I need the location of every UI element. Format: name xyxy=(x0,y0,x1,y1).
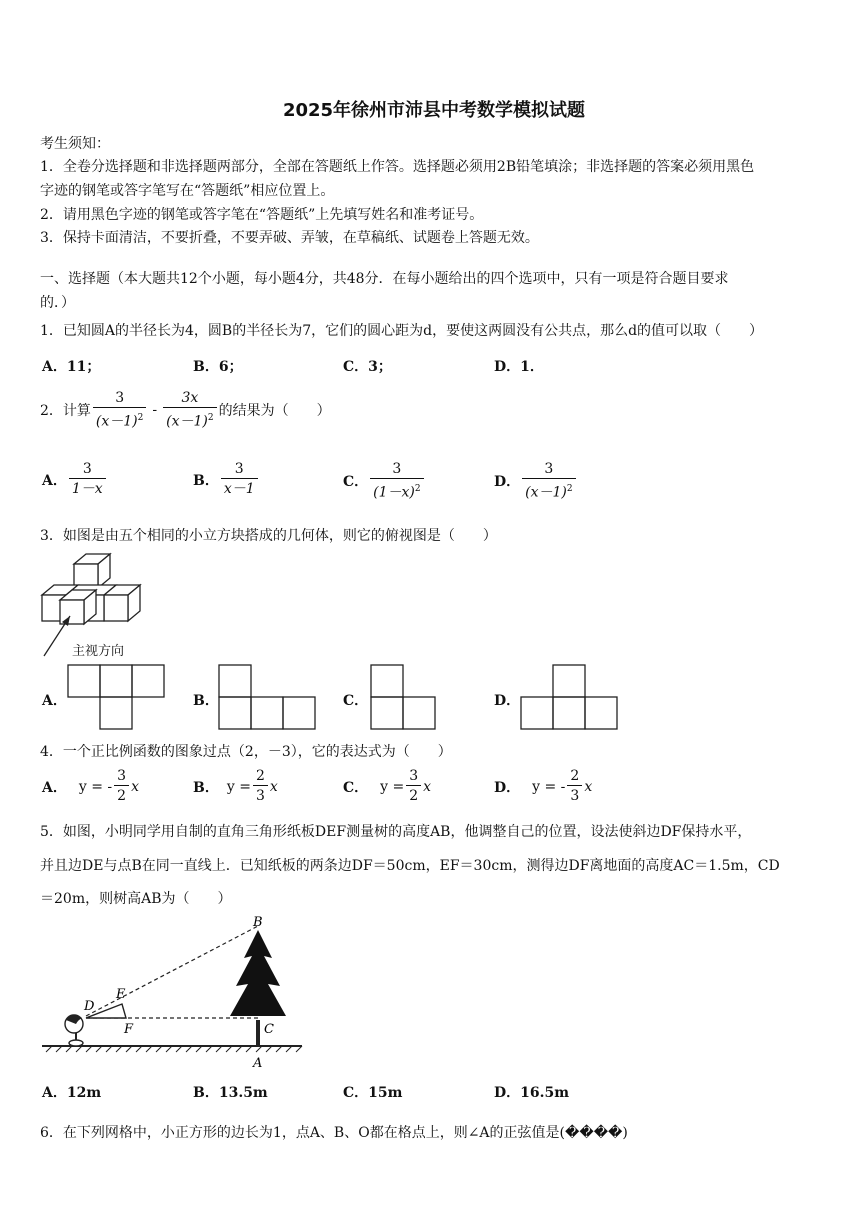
q3-option-a-label: A． xyxy=(42,693,67,709)
q3-option-c-view xyxy=(370,664,438,732)
q5-option-b: B．13.5m xyxy=(193,1085,268,1101)
q2-option-c: C． $\frac{3}{(1-x)^2}$ xyxy=(343,460,426,503)
q5-label-c: C xyxy=(264,1022,274,1037)
q3-view-direction-label: 主视方向 xyxy=(72,644,125,659)
notice-item: 3．保持卡面清洁，不要折叠，不要弄破、弄皱，在草稿纸、试题卷上答题无效。 xyxy=(40,230,539,246)
q3-option-c-label: C． xyxy=(343,693,369,709)
q5-label-f: F xyxy=(124,1022,134,1037)
q3-option-b-view xyxy=(218,664,318,732)
q1-option-d: D．1． xyxy=(494,359,544,375)
notice-item: 2．请用黑色字迹的钢笔或答字笔在“答题纸”上先填写姓名和准考证号。 xyxy=(40,207,484,223)
q2-minus: - xyxy=(152,402,158,419)
q2-option-d: D． $\frac{3}{(x-1)^2}$ xyxy=(494,460,578,503)
q2-term2: $\frac{3x}{(x-1)^2}$ xyxy=(163,389,216,432)
q2-suffix: 的结果为（ ） xyxy=(218,403,331,420)
q4-option-a: A． y = - $\frac{3}{2}$ x xyxy=(42,768,139,804)
question-4-stem: 4．一个正比例函数的图象过点（2，－3），它的表达式为（ ） xyxy=(40,744,452,760)
q5-label-a: A xyxy=(253,1056,263,1071)
q2-prefix: 2．计算 xyxy=(40,403,91,420)
q4-option-c: C． y = $\frac{3}{2}$ x xyxy=(343,768,432,804)
question-5-stem-cont: ＝20m，则树高AB为（ ） xyxy=(40,891,232,907)
q2-option-a: A． $\frac{3}{1-x}$ xyxy=(42,460,108,499)
q3-option-b-label: B． xyxy=(193,693,219,709)
q5-option-c: C．15m xyxy=(343,1085,403,1101)
question-5-stem-cont: 并且边DE与点B在同一直线上．已知纸板的两条边DF＝50cm，EF＝30cm，测得边DF离地面的高度AC＝1.5m，CD xyxy=(40,858,780,874)
q4-option-b: B． y = $\frac{2}{3}$ x xyxy=(193,768,278,804)
q5-option-a: A．12m xyxy=(42,1085,102,1101)
q3-option-a-view xyxy=(67,664,167,732)
notice-heading: 考生须知： xyxy=(40,136,110,152)
q5-option-d: D．16.5m xyxy=(494,1085,570,1101)
q3-option-d-view xyxy=(520,664,620,732)
q5-label-e: E xyxy=(116,987,126,1002)
question-6-stem: 6．在下列网格中，小正方形的边长为1，点A、B、O都在格点上，则∠A的正弦值是(����) xyxy=(40,1125,628,1141)
q5-label-b: B xyxy=(253,915,263,930)
section-heading-cont: 的．） xyxy=(40,295,75,311)
q1-option-c: C．3； xyxy=(343,359,392,375)
q3-option-d-label: D． xyxy=(494,693,521,709)
q5-tree-figure xyxy=(40,912,310,1072)
q1-option-a: A．11； xyxy=(42,359,101,375)
q1-option-b: B．6； xyxy=(193,359,243,375)
q5-label-d: D xyxy=(84,999,95,1014)
notice-item: 字迹的钢笔或答字笔写在“答题纸”相应位置上。 xyxy=(40,183,335,199)
question-2-stem xyxy=(40,389,331,432)
section-heading: 一、选择题（本大题共12个小题，每小题4分，共48分．在每小题给出的四个选项中，只有一项是符合题目要求 xyxy=(40,271,729,287)
page-title: 2025年徐州市沛县中考数学模拟试题 xyxy=(282,100,586,121)
question-5-stem: 5．如图，小明同学用自制的直角三角形纸板DEF测量树的高度AB，他调整自己的位置，设法使斜边DF保持水平， xyxy=(40,824,752,840)
question-1-stem: 1．已知圆A的半径长为4，圆B的半径长为7，它们的圆心距为d，要使这两圆没有公共点，那么d的值可以取（ ） xyxy=(40,323,764,339)
question-3-stem: 3．如图是由五个相同的小立方块搭成的几何体，则它的俯视图是（ ） xyxy=(40,528,497,544)
notice-item: 1．全卷分选择题和非选择题两部分，全部在答题纸上作答。选择题必须用2B铅笔填涂；非选择题的答案必须用黑色 xyxy=(40,159,755,175)
q4-option-d: D． y = - $\frac{2}{3}$ x xyxy=(494,768,593,804)
q2-option-b: B． $\frac{3}{x-1}$ xyxy=(193,460,260,499)
q2-term1: $\frac{3}{(x-1)^2}$ xyxy=(93,389,146,432)
